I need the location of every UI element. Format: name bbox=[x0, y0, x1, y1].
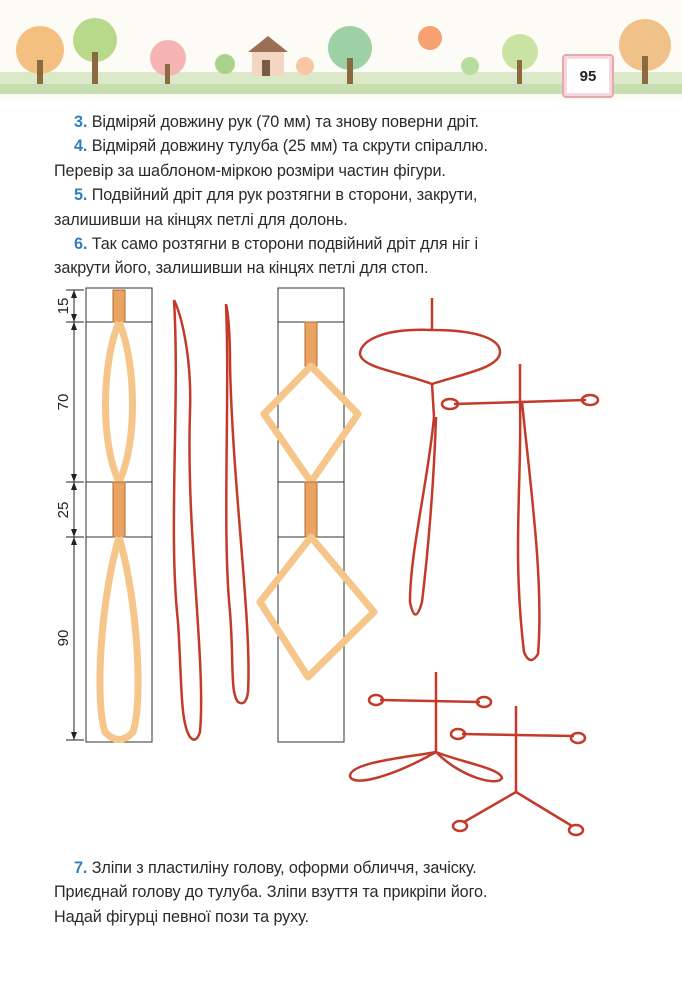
dim-label-70: 70 bbox=[55, 393, 72, 411]
wire-loop-short bbox=[226, 304, 249, 703]
dim-label-90: 90 bbox=[55, 629, 72, 647]
step-line: Приєднай голову до тулуба. Зліпи взуття та прикріпи його. bbox=[54, 883, 488, 902]
step-line: Надай фігурці певної пози та руху. bbox=[54, 907, 309, 926]
step-line: 6. Так само розтягни в сторони подвійний дріт для ніг і bbox=[74, 235, 478, 254]
step-line: 3. Відміряй довжину рук (70 мм) та знову поверни дріт. bbox=[74, 113, 479, 131]
dimension-column bbox=[55, 290, 84, 740]
step-line: Перевір за шаблоном-міркою розміри частин фігури. bbox=[54, 161, 446, 180]
wire-figure-illustration bbox=[50, 282, 610, 842]
wire-figure-cross bbox=[442, 364, 598, 660]
wire-figure-arms bbox=[360, 298, 500, 615]
step-line: 5. Подвійний дріт для рук розтягни в сторони, закрути, bbox=[74, 186, 478, 205]
dim-label-25: 25 bbox=[55, 501, 72, 519]
step-line: закрути його, залишивши на кінцях петлі для стоп. bbox=[54, 259, 429, 278]
wire-loop-long bbox=[174, 300, 201, 740]
step-line: 4. Відміряй довжину тулуба (25 мм) та скрути спіраллю. bbox=[74, 137, 488, 156]
wire-figure-large bbox=[451, 706, 585, 835]
wire-figure-small bbox=[350, 672, 502, 781]
page-number: 95 bbox=[562, 54, 614, 98]
instructions-top bbox=[54, 110, 614, 281]
template-strip bbox=[86, 288, 152, 742]
template-strip-shaped bbox=[260, 288, 374, 742]
step-line: залишивши на кінцях петлі для долонь. bbox=[54, 210, 348, 229]
step-line: 7. Зліпи з пластиліну голову, оформи обличчя, зачіску. bbox=[74, 859, 477, 877]
instructions-bottom bbox=[54, 856, 614, 929]
dim-label-15: 15 bbox=[55, 297, 72, 315]
